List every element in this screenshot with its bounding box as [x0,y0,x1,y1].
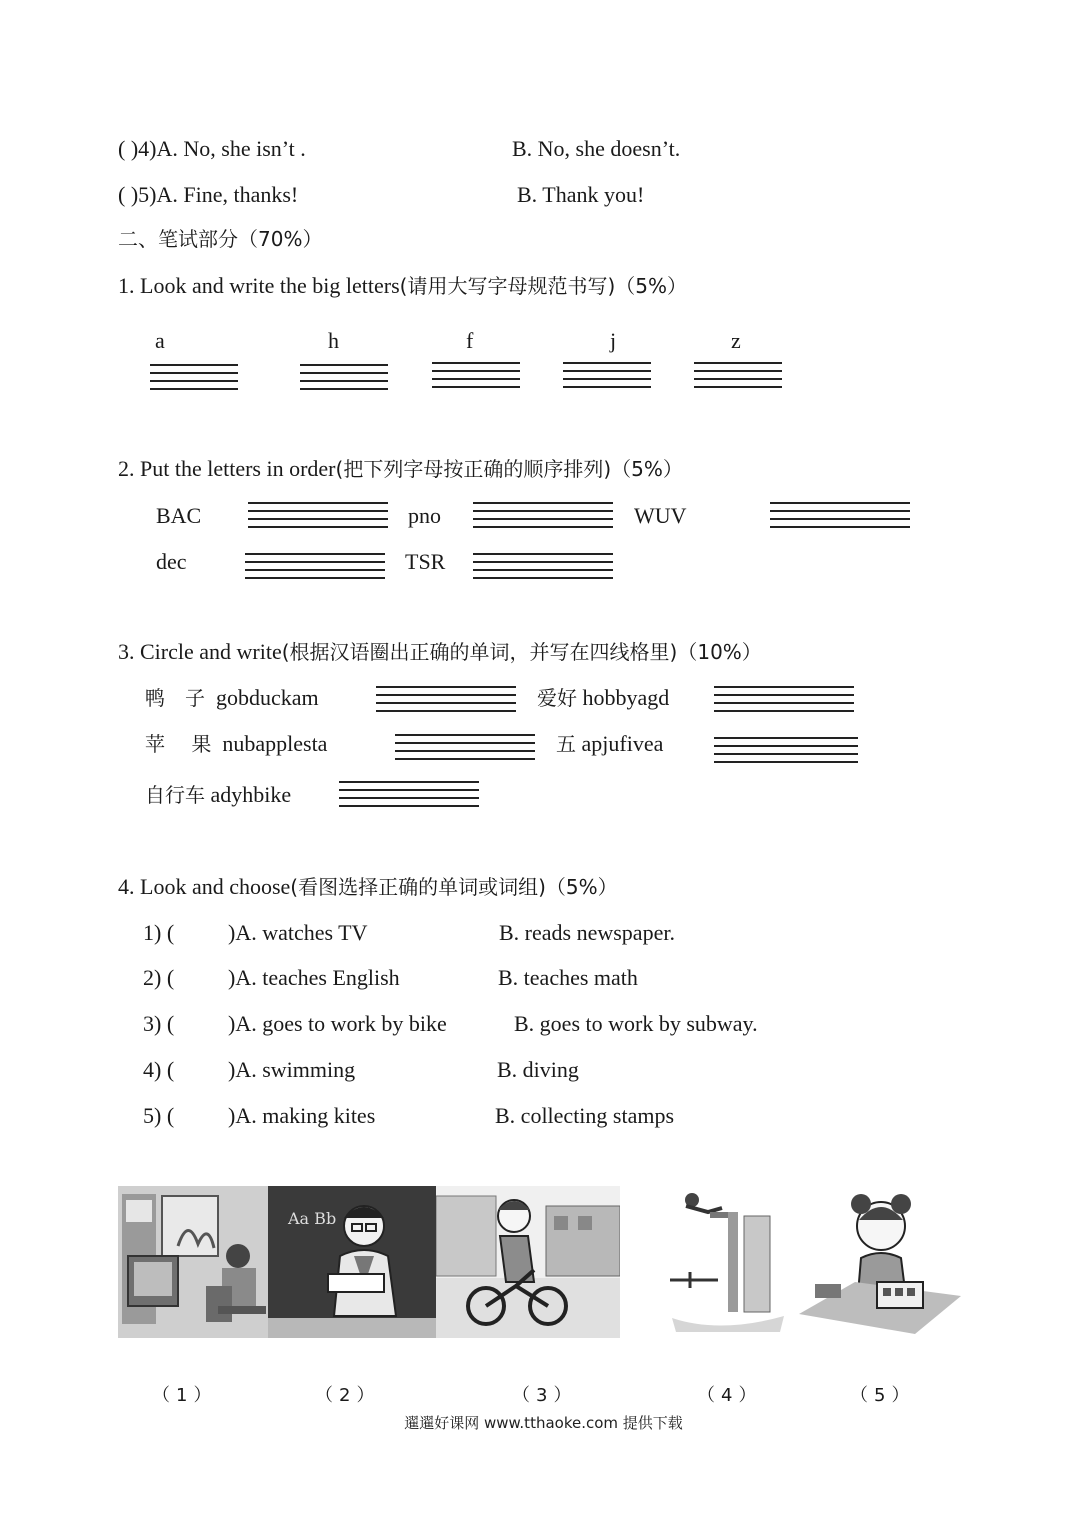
q3-title-cn: (根据汉语圈出正确的单词，并写在四线格里)（10%） [281,640,762,664]
q3-item-hobby-letters[interactable]: hobbyagd [582,685,670,710]
q2-item-bac: BAC [156,503,202,528]
q3-title-en: 3. Circle and write [118,639,282,664]
picture-3-riding-bike [436,1186,620,1338]
q2-writing-lines-5[interactable] [473,553,613,581]
q1-title [118,273,687,299]
q4-item-2-number: 2) ( [143,965,175,990]
q2-writing-lines-3[interactable] [770,502,910,530]
q3-item-apple-letters[interactable]: nubapplesta [222,731,328,756]
q4-title-cn: (看图选择正确的单词或词组)（5%） [290,875,618,899]
q3-writing-lines-2[interactable] [714,686,854,714]
q3-item-five-letters[interactable]: apjufivea [581,731,664,756]
q1-letter-z: z [731,328,741,353]
q4-item-4-option-b: B. diving [497,1057,579,1082]
q3-item-hobby [537,685,669,711]
q3-item-five-cn: 五 [556,732,576,756]
q4-item-5-number: 5) ( [143,1103,175,1128]
listening-item-5-option-b: B. Thank you! [517,182,645,207]
q1-writing-lines-4[interactable] [563,362,651,390]
picture-1-caption: （1） [152,1385,218,1406]
q4-item-3-option-b: B. goes to work by subway. [514,1011,758,1036]
q1-letter-j: j [610,328,617,353]
q2-writing-lines-4[interactable] [245,553,385,581]
q3-item-five [556,731,663,757]
picture-3-caption: （3） [512,1385,578,1406]
listening-item-5: ( )5)A. Fine, thanks! [118,182,299,207]
q3-item-hobby-cn: 爱好 [537,686,577,710]
q2-title-cn: (把下列字母按正确的顺序排列)（5%） [335,457,683,481]
q1-letter-a: a [155,328,165,353]
q4-item-1-option-b: B. reads newspaper. [499,920,675,945]
q2-item-pno: pno [408,503,441,528]
picture-2-caption: （2） [315,1385,381,1406]
picture-4-caption: （4） [697,1385,763,1406]
q4-item-3-number: 3) ( [143,1011,175,1036]
q4-title [118,874,618,900]
q3-title [118,639,762,665]
q4-item-1-number: 1) ( [143,920,175,945]
q4-item-5-option-b: B. collecting stamps [495,1103,675,1128]
picture-5-collecting-stamps [795,1186,963,1338]
q4-item-4-option-a: )A. swimming [228,1057,356,1082]
q1-writing-lines-2[interactable] [300,364,388,392]
picture-5-caption: （5） [850,1385,916,1406]
section-title: 二、笔试部分（70%） [118,227,323,251]
footer-source: 䢰䢰好课网 www.tthaoke.com 提供下载 [404,1414,683,1432]
q4-item-2-option-b: B. teaches math [498,965,638,990]
q2-item-tsr: TSR [405,549,446,574]
q3-writing-lines-1[interactable] [376,686,516,714]
q3-item-duck-letters[interactable]: gobduckam [216,685,319,710]
q4-item-3-option-a: )A. goes to work by bike [228,1011,447,1036]
q1-writing-lines-3[interactable] [432,362,520,390]
picture-2-teacher [268,1186,436,1338]
q3-item-bike-cn: 自行车 [145,783,205,807]
q2-writing-lines-2[interactable] [473,502,613,530]
q3-item-apple [145,731,327,757]
listening-item-4: ( )4)A. No, she isn’t . [118,136,306,161]
q2-writing-lines-1[interactable] [248,502,388,530]
q3-writing-lines-3[interactable] [395,734,535,762]
q3-item-duck-cn: 鸭 子 [145,686,205,710]
picture-4-diving [660,1186,792,1338]
q2-title [118,456,683,482]
q1-writing-lines-5[interactable] [694,362,782,390]
q2-title-en: 2. Put the letters in order [118,456,336,481]
q4-item-5-option-a: )A. making kites [228,1103,376,1128]
q1-writing-lines-1[interactable] [150,364,238,392]
q1-title-cn: (请用大写字母规范书写)（5%） [399,274,687,298]
q3-item-bike [145,782,291,808]
picture-1-watching-tv [118,1186,268,1338]
q4-item-2-option-a: )A. teaches English [228,965,400,990]
q3-item-duck [145,685,319,711]
q1-letter-f: f [466,328,474,353]
svg-text:Aa Bb: Aa Bb [288,1209,337,1228]
q4-title-en: 4. Look and choose [118,874,291,899]
q4-item-1-option-a: )A. watches TV [228,920,368,945]
listening-item-4-option-b: B. No, she doesn’t. [512,136,681,161]
q3-item-bike-letters[interactable]: adyhbike [210,782,292,807]
q2-item-dec: dec [156,549,187,574]
q3-item-apple-cn: 苹 果 [145,732,212,756]
q3-writing-lines-4[interactable] [714,737,858,765]
q1-title-en: 1. Look and write the big letters [118,273,400,298]
q4-item-4-number: 4) ( [143,1057,175,1082]
q1-letter-h: h [328,328,339,353]
q2-item-wuv: WUV [634,503,687,528]
q3-writing-lines-5[interactable] [339,781,479,809]
